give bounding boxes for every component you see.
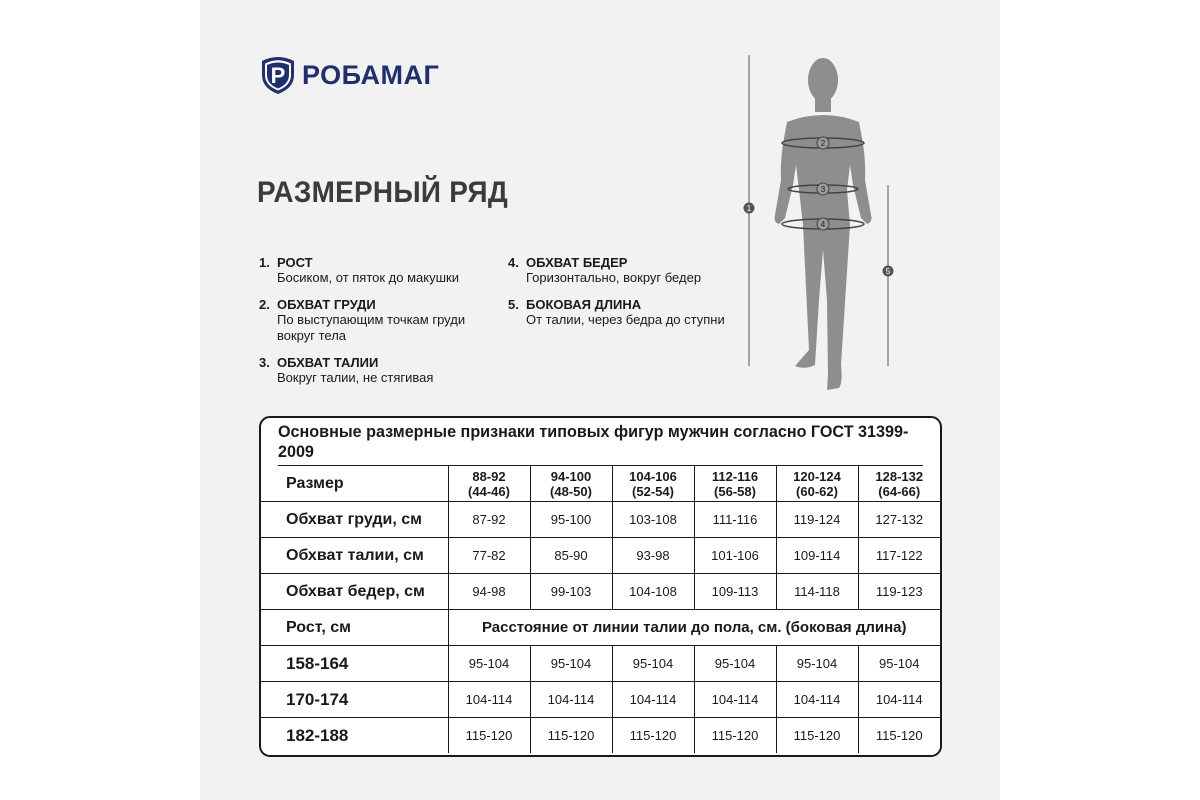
table-cell: 104-108	[612, 574, 694, 610]
legend-description: Вокруг талии, не стягивая	[277, 370, 434, 385]
table-cell: 77-82	[448, 538, 530, 574]
svg-text:Р: Р	[270, 63, 286, 88]
table-cell: 111-116	[694, 502, 776, 538]
legend-body	[526, 255, 701, 286]
svg-text:4: 4	[820, 220, 826, 229]
marker-4	[817, 218, 829, 230]
table-cell: 104-114	[448, 682, 530, 718]
table-cell: 95-104	[694, 646, 776, 682]
table-cell: 85-90	[530, 538, 612, 574]
legend-body	[277, 255, 459, 286]
table-cell: 95-104	[530, 646, 612, 682]
table-cell: 115-120	[694, 718, 776, 754]
legend-item	[259, 297, 465, 344]
table-row	[261, 538, 940, 574]
body-measurement-figure	[735, 50, 905, 400]
row-label: Обхват груди, см	[261, 502, 448, 538]
legend-heading: БОКОВАЯ ДЛИНА	[526, 297, 642, 312]
table-row	[261, 682, 940, 718]
shield-logo-icon	[260, 55, 296, 95]
side-length-label: Расстояние от линии талии до пола, см. (боковая длина)	[448, 610, 940, 646]
table-row	[261, 574, 940, 610]
marker-1	[744, 203, 755, 214]
size-range: 120-124	[793, 468, 841, 484]
legend-number: 3.	[259, 355, 270, 370]
size-ru: (56-58)	[714, 483, 756, 499]
legend-item	[259, 255, 465, 286]
height-label: Рост, см	[261, 610, 448, 646]
table-cell: 104-114	[858, 682, 940, 718]
table-caption: Основные размерные признаки типовых фигур мужчин согласно ГОСТ 31399-2009	[278, 418, 923, 466]
legend-item	[508, 297, 725, 328]
size-label: Размер	[261, 466, 448, 502]
legend-body	[277, 297, 465, 344]
legend-heading: ОБХВАТ ГРУДИ	[277, 297, 376, 312]
size-ru: (48-50)	[550, 483, 592, 499]
table-cell: 119-123	[858, 574, 940, 610]
table-cell: 114-118	[776, 574, 858, 610]
row-label: 158-164	[261, 646, 448, 682]
table-cell: 119-124	[776, 502, 858, 538]
marker-5	[883, 266, 894, 277]
legend-description: По выступающим точкам груди	[277, 312, 466, 327]
height-header-row	[261, 610, 940, 646]
svg-text:2: 2	[820, 139, 826, 148]
size-ru: (44-46)	[468, 483, 510, 499]
size-table	[259, 416, 942, 757]
table-cell: 109-113	[694, 574, 776, 610]
size-range: 104-106	[629, 468, 677, 484]
measurement-legend-right	[508, 255, 725, 339]
legend-description: вокруг тела	[277, 328, 347, 343]
legend-heading: ОБХВАТ БЕДЕР	[526, 255, 628, 270]
brand-logo	[260, 55, 439, 95]
svg-text:5: 5	[885, 267, 891, 276]
legend-description: Босиком, от пяток до макушки	[277, 270, 459, 285]
table-row	[261, 718, 940, 754]
size-chart-card	[200, 0, 1000, 800]
table-cell: 104-114	[694, 682, 776, 718]
table-cell: 109-114	[776, 538, 858, 574]
size-table-grid	[261, 466, 940, 753]
table-cell: 104-114	[776, 682, 858, 718]
table-cell: 104-114	[612, 682, 694, 718]
legend-body	[277, 355, 433, 386]
table-cell: 95-104	[858, 646, 940, 682]
table-cell: 115-120	[776, 718, 858, 754]
table-cell: 95-104	[776, 646, 858, 682]
table-cell: 115-120	[612, 718, 694, 754]
table-cell: 117-122	[858, 538, 940, 574]
size-column-header	[448, 466, 530, 502]
table-row	[261, 646, 940, 682]
size-header-row	[261, 466, 940, 502]
legend-heading: ОБХВАТ ТАЛИИ	[277, 355, 379, 370]
size-column-header	[530, 466, 612, 502]
size-range: 94-100	[550, 468, 592, 484]
legend-number: 4.	[508, 255, 519, 270]
table-cell: 115-120	[875, 728, 923, 743]
table-cell: 95-104	[448, 646, 530, 682]
table-row	[261, 502, 940, 538]
size-range: 128-132	[875, 468, 924, 484]
row-label: Обхват бедер, см	[261, 574, 448, 610]
size-column-header	[858, 466, 940, 502]
table-cell: 94-98	[448, 574, 530, 610]
svg-text:1: 1	[746, 204, 752, 213]
measurement-legend-left	[259, 255, 465, 397]
legend-number: 5.	[508, 297, 519, 312]
row-label: 182-188	[261, 718, 448, 754]
table-cell: 103-108	[612, 502, 694, 538]
svg-text:3: 3	[820, 185, 826, 194]
brand-name: РОБАМАГ	[302, 59, 440, 90]
table-cell: 115-120	[530, 718, 612, 754]
table-cell: 95-104	[612, 646, 694, 682]
legend-body	[526, 297, 725, 328]
table-cell: 95-100	[530, 502, 612, 538]
table-cell: 93-98	[612, 538, 694, 574]
size-column-header	[612, 466, 694, 502]
table-cell: 115-120	[448, 718, 530, 754]
legend-item	[508, 255, 725, 286]
size-column-header	[776, 466, 858, 502]
size-column-header	[694, 466, 776, 502]
row-label: Обхват талии, см	[261, 538, 448, 574]
legend-number: 2.	[259, 297, 270, 312]
page-title: РАЗМЕРНЫЙ РЯД	[257, 176, 508, 209]
marker-3	[817, 183, 829, 195]
size-ru: (60-62)	[796, 483, 838, 499]
table-cell: 101-106	[694, 538, 776, 574]
row-label: 170-174	[261, 682, 448, 718]
table-cell: 99-103	[530, 574, 612, 610]
legend-description: Горизонтально, вокруг бедер	[526, 270, 702, 285]
table-cell: 87-92	[448, 502, 530, 538]
marker-2	[817, 137, 829, 149]
table-cell: 104-114	[530, 682, 612, 718]
size-ru: (64-66)	[878, 483, 921, 499]
size-range: 88-92	[472, 468, 506, 484]
legend-item	[259, 355, 465, 386]
legend-number: 1.	[259, 255, 270, 270]
size-range: 112-116	[711, 468, 759, 484]
table-cell: 127-132	[858, 502, 940, 538]
size-ru: (52-54)	[632, 483, 674, 499]
legend-heading: РОСТ	[277, 255, 313, 270]
legend-description: От талии, через бедра до ступни	[526, 312, 725, 327]
